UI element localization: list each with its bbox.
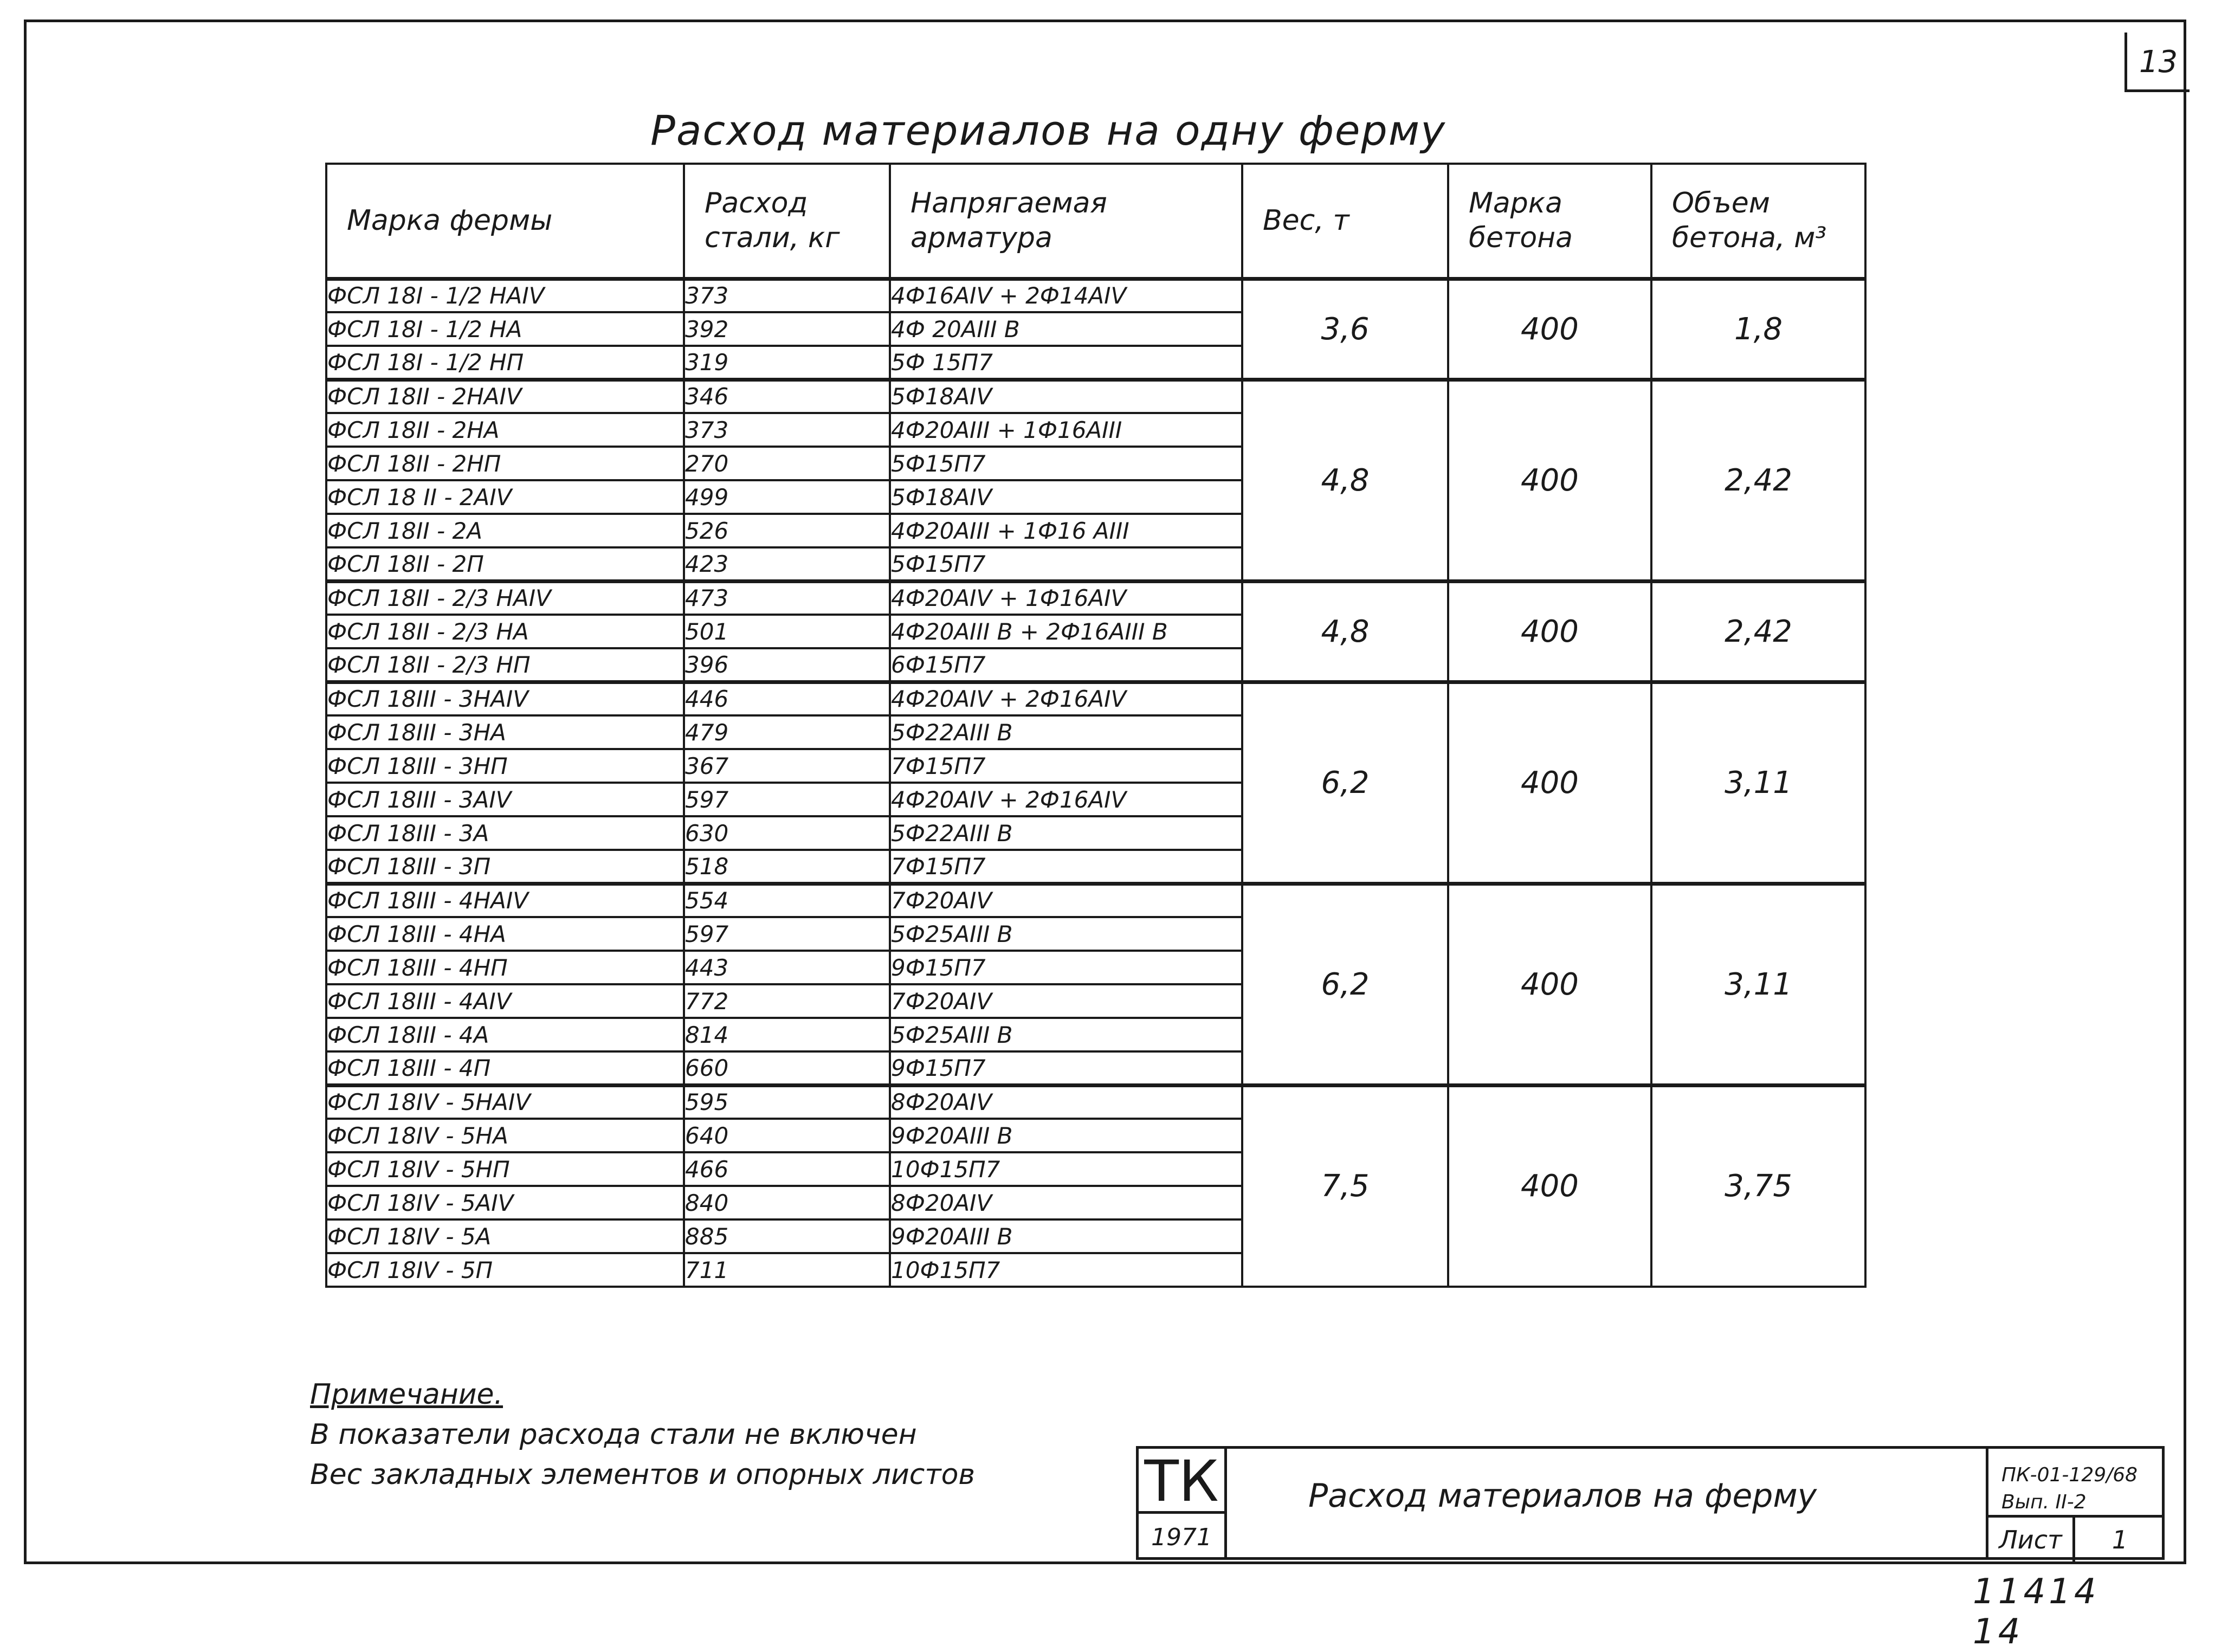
- armature-cell: 5Ф15П7: [890, 547, 1242, 581]
- steel-cell: 479: [684, 715, 890, 749]
- table-row: [326, 1085, 1865, 1119]
- header-armature: Напрягаемая арматура: [890, 164, 1242, 279]
- weight-cell: 6,2: [1242, 682, 1448, 883]
- stamp-sheet-number: 1: [2111, 1525, 2128, 1554]
- armature-cell: 9Ф15П7: [890, 1051, 1242, 1085]
- steel-cell: 630: [684, 816, 890, 850]
- sheet-corner-number: 13: [2124, 33, 2190, 92]
- note-heading: Примечание.: [310, 1378, 503, 1411]
- concrete-grade-cell: 400: [1448, 883, 1651, 1085]
- header-concrete-volume: Объем бетона, м³: [1651, 164, 1865, 279]
- steel-cell: 501: [684, 615, 890, 648]
- mark-cell: ФСЛ 18II - 2/3 НАIV: [326, 581, 684, 615]
- inventory-number: 11414: [1973, 1572, 2100, 1612]
- stamp-title-box: [1224, 1446, 1988, 1560]
- armature-cell: 8Ф20АIV: [890, 1186, 1242, 1219]
- steel-cell: 814: [684, 1018, 890, 1051]
- mark-cell: ФСЛ 18 II - 2АIV: [326, 480, 684, 514]
- mark-cell: ФСЛ 18III - 3А: [326, 816, 684, 850]
- steel-cell: 396: [684, 648, 890, 682]
- armature-cell: 4Ф20АIV + 1Ф16АIV: [890, 581, 1242, 615]
- mark-cell: ФСЛ 18III - 4НА: [326, 917, 684, 951]
- mark-cell: ФСЛ 18IV - 5АIV: [326, 1186, 684, 1219]
- mark-cell: ФСЛ 18III - 4А: [326, 1018, 684, 1051]
- steel-cell: 373: [684, 413, 890, 447]
- weight-cell: 7,5: [1242, 1085, 1448, 1287]
- concrete-grade-cell: 400: [1448, 581, 1651, 682]
- armature-cell: 4Ф20АIII В + 2Ф16АIII В: [890, 615, 1242, 648]
- bottom-numbers: [1973, 1572, 2215, 1652]
- armature-cell: 5Ф25АIII В: [890, 1018, 1242, 1051]
- steel-cell: 270: [684, 447, 890, 480]
- armature-cell: 4Ф 20АIII В: [890, 312, 1242, 346]
- mark-cell: ФСЛ 18III - 4П: [326, 1051, 684, 1085]
- stamp-org-box: [1136, 1446, 1227, 1560]
- steel-cell: 373: [684, 279, 890, 312]
- header-weight: Вес, т: [1242, 164, 1448, 279]
- armature-cell: 5Ф22АIII В: [890, 816, 1242, 850]
- concrete-volume-cell: 3,11: [1651, 883, 1865, 1085]
- mark-cell: ФСЛ 18II - 2П: [326, 547, 684, 581]
- concrete-grade-cell: 400: [1448, 379, 1651, 581]
- mark-cell: ФСЛ 18I - 1/2 НП: [326, 346, 684, 379]
- steel-cell: 885: [684, 1219, 890, 1253]
- mark-cell: ФСЛ 18II - 2НА: [326, 413, 684, 447]
- concrete-grade-cell: 400: [1448, 682, 1651, 883]
- steel-cell: 597: [684, 783, 890, 816]
- table-header-row: [326, 164, 1865, 279]
- mark-cell: ФСЛ 18III - 4НАIV: [326, 883, 684, 917]
- concrete-volume-cell: 2,42: [1651, 379, 1865, 581]
- steel-cell: 640: [684, 1119, 890, 1152]
- steel-cell: 392: [684, 312, 890, 346]
- steel-cell: 423: [684, 547, 890, 581]
- armature-cell: 8Ф20АIV: [890, 1085, 1242, 1119]
- table-row: [326, 682, 1865, 715]
- mark-cell: ФСЛ 18III - 3П: [326, 850, 684, 883]
- armature-cell: 5Ф 15П7: [890, 346, 1242, 379]
- mark-cell: ФСЛ 18II - 2А: [326, 514, 684, 547]
- steel-cell: 499: [684, 480, 890, 514]
- armature-cell: 4Ф20АIV + 2Ф16АIV: [890, 783, 1242, 816]
- armature-cell: 4Ф16АIV + 2Ф14АIV: [890, 279, 1242, 312]
- weight-cell: 3,6: [1242, 279, 1448, 379]
- armature-cell: 5Ф18АIV: [890, 379, 1242, 413]
- steel-cell: 595: [684, 1085, 890, 1119]
- steel-cell: 554: [684, 883, 890, 917]
- stamp-code-line-2: Вып. II-2: [2001, 1491, 2087, 1513]
- armature-cell: 4Ф20АIV + 2Ф16АIV: [890, 682, 1242, 715]
- armature-cell: 7Ф20АIV: [890, 883, 1242, 917]
- concrete-grade-cell: 400: [1448, 279, 1651, 379]
- mark-cell: ФСЛ 18IV - 5А: [326, 1219, 684, 1253]
- armature-cell: 5Ф18АIV: [890, 480, 1242, 514]
- table-row: [326, 883, 1865, 917]
- concrete-volume-cell: 3,11: [1651, 682, 1865, 883]
- mark-cell: ФСЛ 18IV - 5НП: [326, 1152, 684, 1186]
- armature-cell: 5Ф15П7: [890, 447, 1242, 480]
- armature-cell: 9Ф20АIII В: [890, 1219, 1242, 1253]
- steel-cell: 526: [684, 514, 890, 547]
- mark-cell: ФСЛ 18I - 1/2 НАIV: [326, 279, 684, 312]
- mark-cell: ФСЛ 18I - 1/2 НА: [326, 312, 684, 346]
- concrete-volume-cell: 2,42: [1651, 581, 1865, 682]
- table-row: [326, 581, 1865, 615]
- armature-cell: 5Ф25АIII В: [890, 917, 1242, 951]
- concrete-volume-cell: 1,8: [1651, 279, 1865, 379]
- weight-cell: 4,8: [1242, 379, 1448, 581]
- steel-cell: 840: [684, 1186, 890, 1219]
- mark-cell: ФСЛ 18IV - 5НА: [326, 1119, 684, 1152]
- steel-cell: 711: [684, 1253, 890, 1287]
- materials-table: [325, 163, 1867, 1288]
- note-line-2: Вес закладных элементов и опорных листов: [310, 1459, 976, 1491]
- armature-cell: 9Ф20АIII В: [890, 1119, 1242, 1152]
- armature-cell: 4Ф20АIII + 1Ф16АIII: [890, 413, 1242, 447]
- armature-cell: 10Ф15П7: [890, 1253, 1242, 1287]
- stamp-org: ТК: [1139, 1449, 1224, 1514]
- steel-cell: 660: [684, 1051, 890, 1085]
- mark-cell: ФСЛ 18II - 2/3 НА: [326, 615, 684, 648]
- stamp-sheet-label: Лист: [1988, 1518, 2075, 1563]
- concrete-grade-cell: 400: [1448, 1085, 1651, 1287]
- page-number: 14: [1973, 1612, 2024, 1652]
- mark-cell: ФСЛ 18II - 2НАIV: [326, 379, 684, 413]
- armature-cell: 10Ф15П7: [890, 1152, 1242, 1186]
- steel-cell: 367: [684, 749, 890, 783]
- header-mark: Марка фермы: [326, 164, 684, 279]
- stamp-code: [2001, 1462, 2137, 1516]
- table-row: [326, 279, 1865, 312]
- steel-cell: 443: [684, 951, 890, 984]
- stamp-year: 1971: [1151, 1524, 1212, 1551]
- table-body: [326, 279, 1865, 1287]
- stamp-sheet-row: [1988, 1515, 2162, 1563]
- mark-cell: ФСЛ 18III - 3НП: [326, 749, 684, 783]
- mark-cell: ФСЛ 18IV - 5П: [326, 1253, 684, 1287]
- steel-cell: 597: [684, 917, 890, 951]
- steel-cell: 446: [684, 682, 890, 715]
- mark-cell: ФСЛ 18IV - 5НАIV: [326, 1085, 684, 1119]
- stamp-title: Расход материалов на ферму: [1308, 1477, 1817, 1515]
- armature-cell: 7Ф20АIV: [890, 984, 1242, 1018]
- mark-cell: ФСЛ 18III - 3НА: [326, 715, 684, 749]
- stamp-code-line-1: ПК-01-129/68: [2001, 1464, 2138, 1486]
- mark-cell: ФСЛ 18III - 3АIV: [326, 783, 684, 816]
- mark-cell: ФСЛ 18III - 3НАIV: [326, 682, 684, 715]
- mark-cell: ФСЛ 18II - 2НП: [326, 447, 684, 480]
- header-concrete-grade: Марка бетона: [1448, 164, 1651, 279]
- steel-cell: 518: [684, 850, 890, 883]
- note: [310, 1374, 975, 1495]
- steel-cell: 473: [684, 581, 890, 615]
- armature-cell: 4Ф20АIII + 1Ф16 АIII: [890, 514, 1242, 547]
- steel-cell: 319: [684, 346, 890, 379]
- armature-cell: 9Ф15П7: [890, 951, 1242, 984]
- mark-cell: ФСЛ 18II - 2/3 НП: [326, 648, 684, 682]
- armature-cell: 7Ф15П7: [890, 749, 1242, 783]
- armature-cell: 6Ф15П7: [890, 648, 1242, 682]
- page-title: Расход материалов на одну ферму: [650, 106, 1446, 154]
- header-steel: Расход стали, кг: [684, 164, 890, 279]
- note-line-1: В показатели расхода стали не включен: [310, 1418, 917, 1451]
- steel-cell: 772: [684, 984, 890, 1018]
- table-row: [326, 379, 1865, 413]
- mark-cell: ФСЛ 18III - 4НП: [326, 951, 684, 984]
- weight-cell: 6,2: [1242, 883, 1448, 1085]
- weight-cell: 4,8: [1242, 581, 1448, 682]
- mark-cell: ФСЛ 18III - 4АIV: [326, 984, 684, 1018]
- steel-cell: 466: [684, 1152, 890, 1186]
- armature-cell: 5Ф22АIII В: [890, 715, 1242, 749]
- stamp-code-box: [1986, 1446, 2165, 1560]
- steel-cell: 346: [684, 379, 890, 413]
- concrete-volume-cell: 3,75: [1651, 1085, 1865, 1287]
- armature-cell: 7Ф15П7: [890, 850, 1242, 883]
